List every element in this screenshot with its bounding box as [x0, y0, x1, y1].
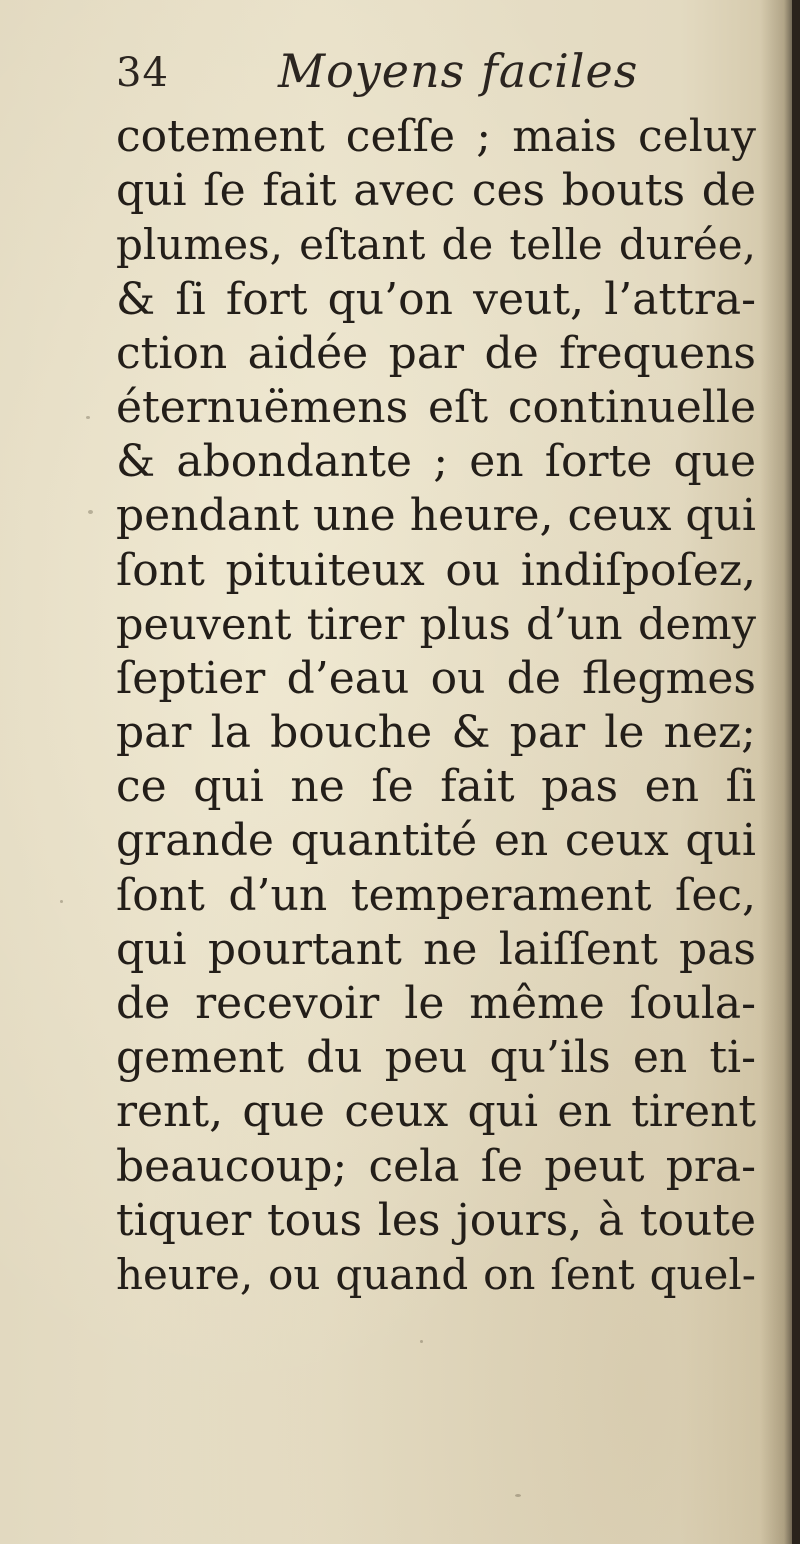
text-line: gement du peu qu’ils en ti-	[116, 1032, 756, 1084]
text-line: ſont pituiteux ou indiſpoſez,	[116, 544, 756, 596]
text-line: qui pourtant ne laiſſent pas	[116, 923, 756, 975]
text-line: de recevoir le même ſoula-	[116, 978, 756, 1029]
text-line: pendant une heure, ceux qui	[116, 490, 756, 542]
text-line: beaucoup; cela ſe peut pra-	[116, 1140, 756, 1192]
page-edge	[792, 0, 800, 1544]
text-line: éternuëmens eſt continuelle	[116, 381, 756, 433]
text-line: peuvent tirer plus d’un demy	[116, 599, 756, 650]
text-line: qui ſe fait avec ces bouts de	[116, 165, 756, 217]
text-line: plumes, eſtant de telle durée,	[116, 220, 756, 270]
text-line: & abondante ; en ſorte que	[116, 436, 756, 488]
text-line: ſont d’un temperament ſec,	[116, 869, 756, 921]
text-line: ſeptier d’eau ou de flegmes	[116, 652, 756, 704]
running-title: Moyens faciles	[278, 44, 639, 98]
text-line: tiquer tous les jours, à toute	[116, 1194, 756, 1246]
text-line: grande quantité en ceux qui	[116, 815, 756, 867]
text-line: & ſi fort qu’on veut, l’attra-	[116, 273, 756, 325]
page-number: 34	[116, 50, 169, 96]
running-head	[116, 44, 756, 104]
text-line: ction aidée par de frequens	[116, 327, 756, 379]
text-line: rent, que ceux qui en tirent	[116, 1086, 756, 1138]
text-line: ce qui ne ſe fait pas en ſi	[116, 761, 756, 813]
text-line: cotement ceſſe ; mais celuy	[116, 111, 756, 162]
text-line: heure, ou quand on ſent quel-	[116, 1249, 756, 1299]
body-text	[116, 110, 756, 1302]
text-line: par la bouche & par le nez;	[116, 707, 756, 759]
